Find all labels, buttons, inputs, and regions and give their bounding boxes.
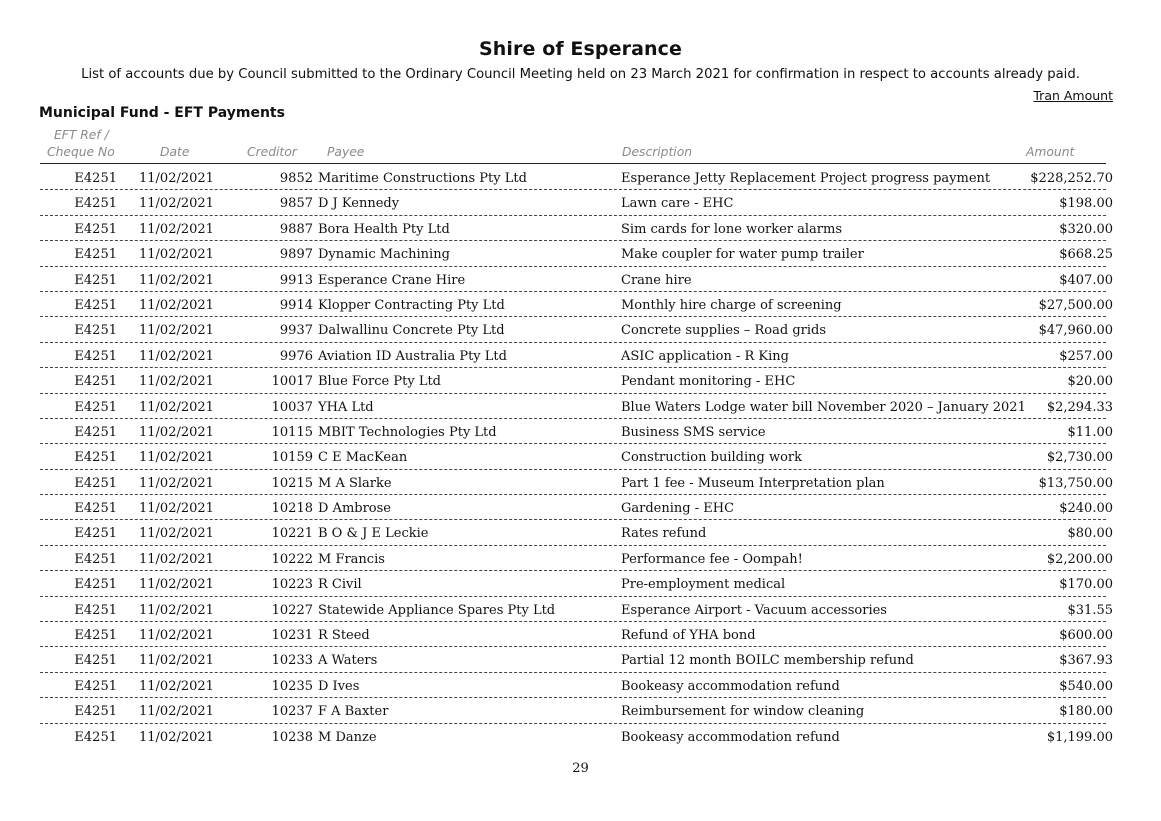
cell-date: 11/02/2021 [139,450,214,466]
cell-description: Bookeasy accommodation refund [621,678,840,694]
cell-ref: E4251 [74,247,117,263]
payments-table [0,165,1161,749]
cell-description: Pre-employment medical [621,577,786,593]
cell-creditor: 10237 [271,704,313,720]
page-number: 29 [572,761,589,776]
cell-payee: A Waters [318,653,378,669]
cell-date: 11/02/2021 [139,348,214,364]
cell-amount: $240.00 [1059,501,1113,517]
cell-description: Construction building work [621,450,802,466]
cell-payee: M A Slarke [318,475,392,491]
cell-amount: $2,294.33 [1046,399,1113,415]
cell-description: Gardening - EHC [621,501,735,517]
cell-payee: Aviation ID Australia Pty Ltd [318,348,507,364]
cell-creditor: 10215 [271,475,313,491]
cell-ref: E4251 [74,221,117,237]
cell-creditor: 9976 [279,348,313,364]
cell-payee: Esperance Crane Hire [318,272,466,288]
cell-payee: Bora Health Pty Ltd [318,221,450,237]
cell-description: Lawn care - EHC [621,196,734,212]
cell-creditor: 10159 [271,450,313,466]
cell-amount: $367.93 [1059,653,1113,669]
cell-creditor: 10017 [271,374,313,390]
cell-description: Rates refund [621,526,707,542]
cell-date: 11/02/2021 [139,297,214,313]
col-header-ref-line1: EFT Ref / [54,128,109,142]
cell-ref: E4251 [74,602,117,618]
table-row [0,622,1161,647]
cell-description: Partial 12 month BOILC membership refund [621,653,914,669]
cell-description: Bookeasy accommodation refund [621,729,840,745]
cell-creditor: 10218 [271,501,313,517]
table-row [0,368,1161,393]
cell-amount: $47,960.00 [1038,323,1113,339]
table-row [0,698,1161,723]
cell-creditor: 10235 [271,678,313,694]
cell-amount: $600.00 [1059,628,1113,644]
cell-creditor: 10222 [271,551,313,567]
section-title: Municipal Fund - EFT Payments [39,105,285,121]
cell-date: 11/02/2021 [139,171,214,186]
cell-date: 11/02/2021 [139,628,214,644]
cell-ref: E4251 [74,551,117,567]
cell-creditor: 10221 [271,526,313,542]
cell-description: Esperance Jetty Replacement Project progress payment [621,171,991,186]
cell-ref: E4251 [74,196,117,212]
cell-payee: F A Baxter [318,704,389,720]
col-header-payee: Payee [327,145,365,159]
table-row [0,394,1161,419]
cell-payee: M Danze [318,729,377,745]
table-row [0,241,1161,266]
cell-description: Reimbursement for window cleaning [621,704,865,720]
cell-date: 11/02/2021 [139,729,214,745]
cell-payee: YHA Ltd [318,399,374,415]
cell-date: 11/02/2021 [139,577,214,593]
table-row [0,190,1161,215]
cell-amount: $1,199.00 [1046,729,1113,745]
cell-payee: Dalwallinu Concrete Pty Ltd [318,323,505,339]
cell-date: 11/02/2021 [139,221,214,237]
table-row [0,495,1161,520]
table-row [0,520,1161,545]
cell-ref: E4251 [74,323,117,339]
cell-ref: E4251 [74,424,117,440]
tran-amount-label: Tran Amount [1033,88,1113,103]
col-header-description: Description [622,145,693,159]
cell-creditor: 10115 [271,424,313,440]
cell-payee: R Steed [318,628,370,644]
cell-date: 11/02/2021 [139,475,214,491]
cell-payee: Klopper Contracting Pty Ltd [318,297,505,313]
cell-creditor: 9913 [279,272,313,288]
cell-date: 11/02/2021 [139,247,214,263]
cell-description: Make coupler for water pump trailer [621,247,864,263]
cell-payee: C E MacKean [318,450,408,466]
cell-amount: $540.00 [1059,678,1113,694]
cell-description: Refund of YHA bond [621,628,756,644]
cell-amount: $2,200.00 [1046,551,1113,567]
cell-amount: $20.00 [1067,374,1113,390]
cell-description: Pendant monitoring - EHC [621,374,796,390]
table-row [0,216,1161,241]
cell-description: Sim cards for lone worker alarms [621,221,843,237]
cell-ref: E4251 [74,729,117,745]
cell-ref: E4251 [74,475,117,491]
cell-payee: Dynamic Machining [318,247,450,263]
cell-amount: $80.00 [1067,526,1113,542]
cell-payee: Maritime Constructions Pty Ltd [318,171,527,186]
cell-description: ASIC application - R King [621,348,789,364]
cell-creditor: 10233 [271,653,313,669]
table-row [0,267,1161,292]
cell-ref: E4251 [74,678,117,694]
table-row [0,724,1161,749]
table-row [0,673,1161,698]
cell-description: Concrete supplies – Road grids [621,323,827,339]
cell-date: 11/02/2021 [139,551,214,567]
cell-description: Business SMS service [621,424,766,440]
cell-creditor: 9852 [279,171,313,186]
cell-creditor: 10231 [271,628,313,644]
cell-date: 11/02/2021 [139,399,214,415]
cell-ref: E4251 [74,450,117,466]
cell-payee: Blue Force Pty Ltd [318,374,441,390]
cell-ref: E4251 [74,704,117,720]
cell-payee: R Civil [318,577,362,593]
cell-date: 11/02/2021 [139,323,214,339]
cell-ref: E4251 [74,272,117,288]
cell-date: 11/02/2021 [139,653,214,669]
cell-ref: E4251 [74,628,117,644]
cell-description: Crane hire [621,272,692,288]
table-row [0,647,1161,672]
table-row [0,292,1161,317]
col-header-date: Date [160,145,190,159]
cell-date: 11/02/2021 [139,704,214,720]
cell-date: 11/02/2021 [139,374,214,390]
cell-amount: $320.00 [1059,221,1113,237]
table-row [0,343,1161,368]
cell-amount: $180.00 [1059,704,1113,720]
cell-date: 11/02/2021 [139,424,214,440]
cell-amount: $31.55 [1067,602,1113,618]
cell-ref: E4251 [74,526,117,542]
cell-description: Esperance Airport - Vacuum accessories [621,602,887,618]
cell-ref: E4251 [74,399,117,415]
table-row [0,470,1161,495]
cell-amount: $170.00 [1059,577,1113,593]
table-row [0,444,1161,469]
cell-description: Part 1 fee - Museum Interpretation plan [621,475,885,491]
col-header-amount: Amount [1026,145,1075,159]
page-subtitle: List of accounts due by Council submitted to the Ordinary Council Meeting held on 23 March 2021 for confirmation in respect to accounts already paid. [81,67,1080,82]
cell-date: 11/02/2021 [139,602,214,618]
cell-date: 11/02/2021 [139,526,214,542]
cell-description: Monthly hire charge of screening [621,297,842,313]
cell-ref: E4251 [74,171,117,186]
cell-amount: $668.25 [1059,247,1113,263]
cell-payee: B O & J E Leckie [318,526,429,542]
cell-date: 11/02/2021 [139,678,214,694]
cell-amount: $198.00 [1059,196,1113,212]
cell-ref: E4251 [74,297,117,313]
cell-ref: E4251 [74,653,117,669]
cell-creditor: 9887 [279,221,313,237]
cell-amount: $27,500.00 [1038,297,1113,313]
cell-creditor: 9897 [279,247,313,263]
table-row [0,597,1161,622]
cell-description: Performance fee - Oompah! [621,551,803,567]
col-header-creditor: Creditor [247,145,297,159]
cell-ref: E4251 [74,577,117,593]
cell-date: 11/02/2021 [139,272,214,288]
table-row [0,419,1161,444]
cell-payee: D Ambrose [318,501,391,517]
col-header-ref-line2: Cheque No [47,145,115,159]
cell-amount: $11.00 [1067,424,1113,440]
cell-creditor: 9937 [279,323,313,339]
cell-amount: $2,730.00 [1046,450,1113,466]
table-row [0,571,1161,596]
table-row [0,546,1161,571]
header-rule [40,163,1106,164]
cell-date: 11/02/2021 [139,196,214,212]
page-title: Shire of Esperance [479,38,682,60]
table-row [0,165,1161,190]
cell-date: 11/02/2021 [139,501,214,517]
cell-amount: $228,252.70 [1030,171,1113,186]
cell-amount: $407.00 [1059,272,1113,288]
cell-creditor: 10223 [271,577,313,593]
cell-ref: E4251 [74,374,117,390]
cell-creditor: 10037 [271,399,313,415]
cell-payee: D Ives [318,678,360,694]
cell-description: Blue Waters Lodge water bill November 2020 – January 2021 [621,399,1026,415]
table-row [0,317,1161,342]
cell-creditor: 9914 [279,297,313,313]
cell-ref: E4251 [74,501,117,517]
cell-payee: M Francis [318,551,385,567]
cell-payee: D J Kennedy [318,196,400,212]
cell-ref: E4251 [74,348,117,364]
cell-payee: Statewide Appliance Spares Pty Ltd [318,602,556,618]
cell-amount: $13,750.00 [1038,475,1113,491]
cell-creditor: 9857 [279,196,313,212]
cell-creditor: 10238 [271,729,313,745]
cell-payee: MBIT Technologies Pty Ltd [318,424,497,440]
cell-amount: $257.00 [1059,348,1113,364]
cell-creditor: 10227 [271,602,313,618]
